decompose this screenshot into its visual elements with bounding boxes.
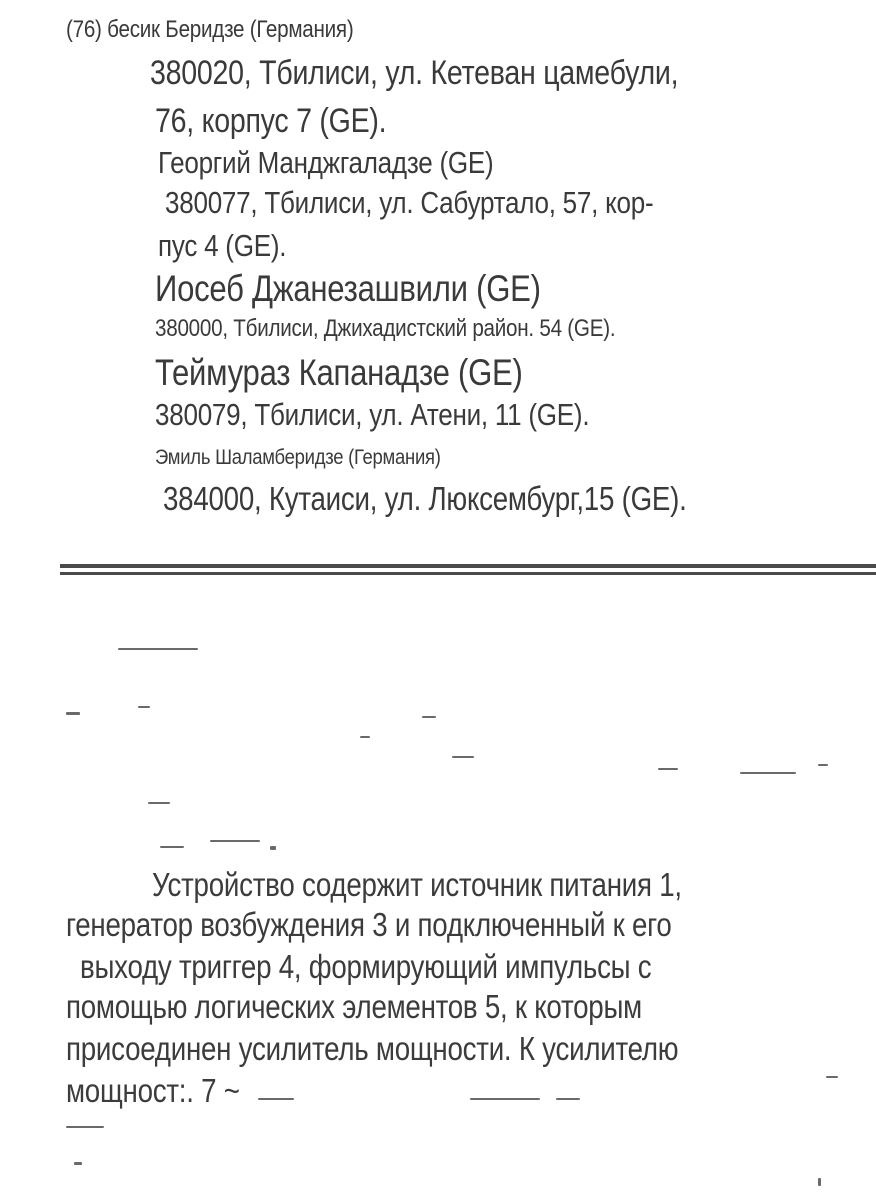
abstract-line-1: Устройство содержит источник питания 1, — [152, 866, 682, 903]
inventor-3-name: Иосеб Джанезашвили (GE) — [155, 268, 541, 309]
abstract-line-3: выходу триггер 4, формирующий импульсы с — [80, 948, 652, 985]
scan-artifact — [360, 736, 370, 738]
scan-artifact — [818, 764, 828, 766]
scan-artifact — [138, 706, 150, 708]
inventor-5-name: Эмиль Шаламберидзе (Германия) — [155, 446, 441, 469]
scan-artifact — [118, 648, 198, 650]
inventors-header: (76) бесик Беридзе (Германия) — [66, 16, 354, 43]
scan-artifact — [470, 1098, 540, 1100]
scan-artifact — [422, 716, 436, 718]
inventor-5-address-line-1: 384000, Кутаиси, ул. Люксембург,15 (GE). — [163, 480, 687, 517]
inventor-2-address-line-1: 380077, Тбилиси, ул. Сабуртало, 57, кор- — [165, 185, 654, 220]
abstract-line-2: генератор возбуждения 3 и подключенный к его — [66, 906, 672, 943]
scan-artifact — [160, 846, 184, 848]
section-divider-bottom — [60, 572, 876, 575]
scan-artifact — [270, 846, 276, 850]
abstract-line-6: мощност:. 7 ~ — [66, 1072, 240, 1109]
scan-artifact — [74, 1162, 82, 1165]
scan-artifact — [148, 802, 170, 804]
inventor-4-name: Теймураз Капанадзе (GE) — [155, 352, 523, 393]
inventor-2-name: Георгий Манджгаладзе (GE) — [158, 145, 494, 180]
scan-artifact — [658, 768, 678, 770]
inventor-4-address-line-1: 380079, Тбилиси, ул. Атени, 11 (GE). — [155, 397, 590, 432]
abstract-line-4: помощью логических элементов 5, к которым — [66, 988, 642, 1025]
section-divider-top — [60, 564, 876, 568]
scan-artifact — [210, 840, 260, 842]
scan-artifact — [66, 712, 80, 715]
scan-artifact — [258, 1098, 294, 1100]
scan-artifact — [826, 1076, 838, 1078]
inventor-2-address-line-2: пус 4 (GE). — [158, 228, 287, 263]
abstract-line-5: присоединен усилитель мощности. К усилителю — [66, 1030, 679, 1067]
scan-artifact — [818, 1178, 821, 1186]
scan-artifact — [452, 756, 474, 758]
scan-artifact — [740, 772, 796, 774]
scan-artifact — [66, 1126, 104, 1128]
inventor-1-address-line-2: 76, корпус 7 (GE). — [155, 102, 387, 140]
inventor-3-address-line-1: 380000, Тбилиси, Джихадистский район. 54 (GE). — [155, 315, 616, 342]
scan-artifact — [556, 1098, 580, 1100]
inventor-1-address-line-1: 380020, Тбилиси, ул. Кетеван цамебули, — [150, 54, 679, 92]
